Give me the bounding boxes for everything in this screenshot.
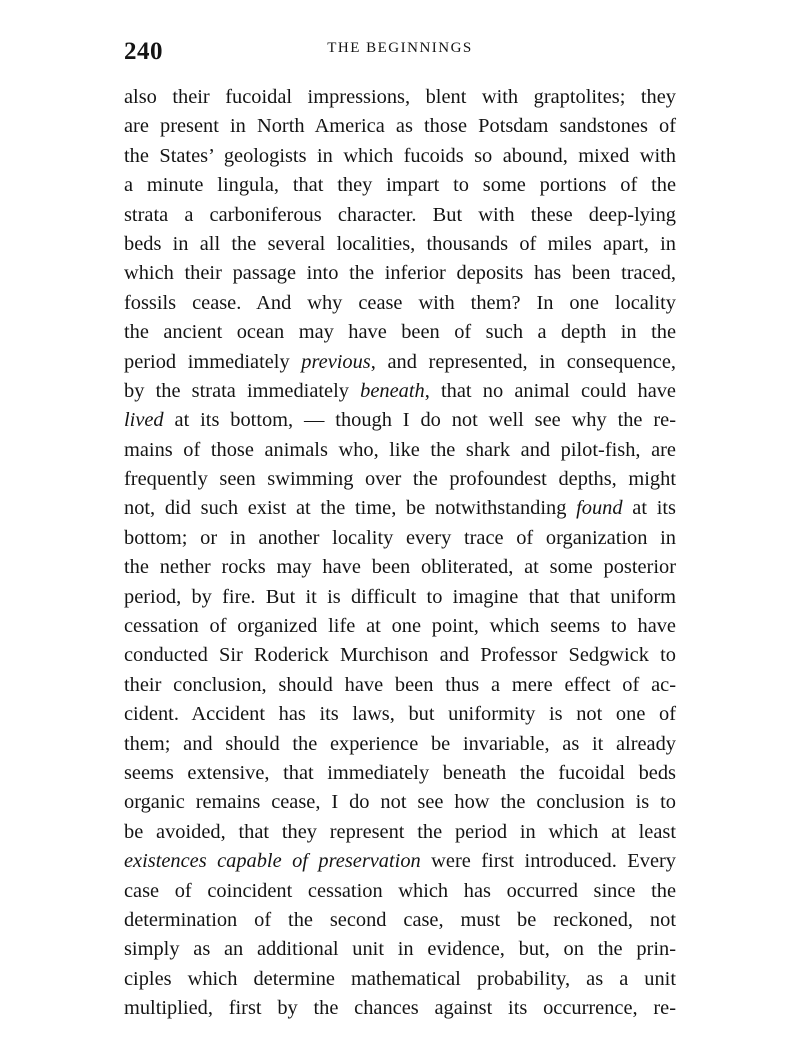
- text-line: are present in North America as those Potsdam sandstones of: [124, 115, 676, 138]
- text-line: existences capable of preservation were first introduced. Every: [124, 850, 676, 873]
- text-line: period, by fire. But it is difficult to imagine that that uniform: [124, 585, 676, 608]
- italic-emphasis: lived: [124, 409, 164, 432]
- text-line: cessation of organized life at one point, which seems to have: [124, 615, 676, 638]
- text-line: fossils cease. And why cease with them? In one locality: [124, 291, 676, 314]
- text-line: the States’ geologists in which fucoids so abound, mixed with: [124, 144, 676, 167]
- text-line: lived at its bottom, — though I do not well see why the re-: [124, 409, 676, 432]
- text-line: be avoided, that they represent the period in which at least: [124, 820, 676, 843]
- text-line: ciples which determine mathematical probability, as a unit: [124, 967, 676, 990]
- running-head: THE BEGINNINGS: [327, 40, 473, 56]
- text-line: a minute lingula, that they impart to some portions of the: [124, 174, 676, 197]
- italic-emphasis: existences capable of preservation: [124, 850, 421, 873]
- text-line: the nether rocks may have been obliterated, at some posterior: [124, 556, 676, 579]
- text-line: mains of those animals who, like the shark and pilot-fish, are: [124, 438, 676, 461]
- text-line: by the strata immediately beneath, that no animal could have: [124, 379, 676, 402]
- text-line: frequently seen swimming over the profoundest depths, might: [124, 468, 676, 491]
- text-line: which their passage into the inferior deposits has been traced,: [124, 262, 676, 285]
- text-line: period immediately previous, and represented, in consequence,: [124, 350, 676, 373]
- text-line: multiplied, first by the chances against its occurrence, re-: [124, 997, 676, 1020]
- body-text: [124, 83, 676, 1024]
- italic-emphasis: found: [576, 497, 623, 520]
- text-line: their conclusion, should have been thus a mere effect of ac-: [124, 673, 676, 696]
- text-line: case of coincident cessation which has occurred since the: [124, 879, 676, 902]
- text-line: also their fucoidal impressions, blent with graptolites; they: [124, 86, 676, 108]
- text-line: determination of the second case, must be reckoned, not: [124, 908, 676, 931]
- text-line: beds in all the several localities, thousands of miles apart, in: [124, 232, 676, 255]
- text-line: cident. Accident has its laws, but uniformity is not one of: [124, 703, 676, 726]
- text-line: simply as an additional unit in evidence, but, on the prin-: [124, 938, 676, 961]
- text-line: conducted Sir Roderick Murchison and Professor Sedgwick to: [124, 644, 676, 667]
- text-line: the ancient ocean may have been of such a depth in the: [124, 321, 676, 344]
- text-line: strata a carboniferous character. But with these deep-lying: [124, 203, 676, 226]
- text-line: them; and should the experience be invariable, as it already: [124, 732, 676, 755]
- text-line: seems extensive, that immediately beneath the fucoidal beds: [124, 761, 676, 784]
- text-line: bottom; or in another locality every trace of organization in: [124, 526, 676, 549]
- italic-emphasis: beneath: [360, 379, 425, 402]
- text-line: organic remains cease, I do not see how the conclusion is to: [124, 791, 676, 814]
- page-number: 240: [124, 38, 163, 65]
- italic-emphasis: previous: [301, 350, 371, 373]
- text-line: not, did such exist at the time, be notwithstanding found at its: [124, 497, 676, 520]
